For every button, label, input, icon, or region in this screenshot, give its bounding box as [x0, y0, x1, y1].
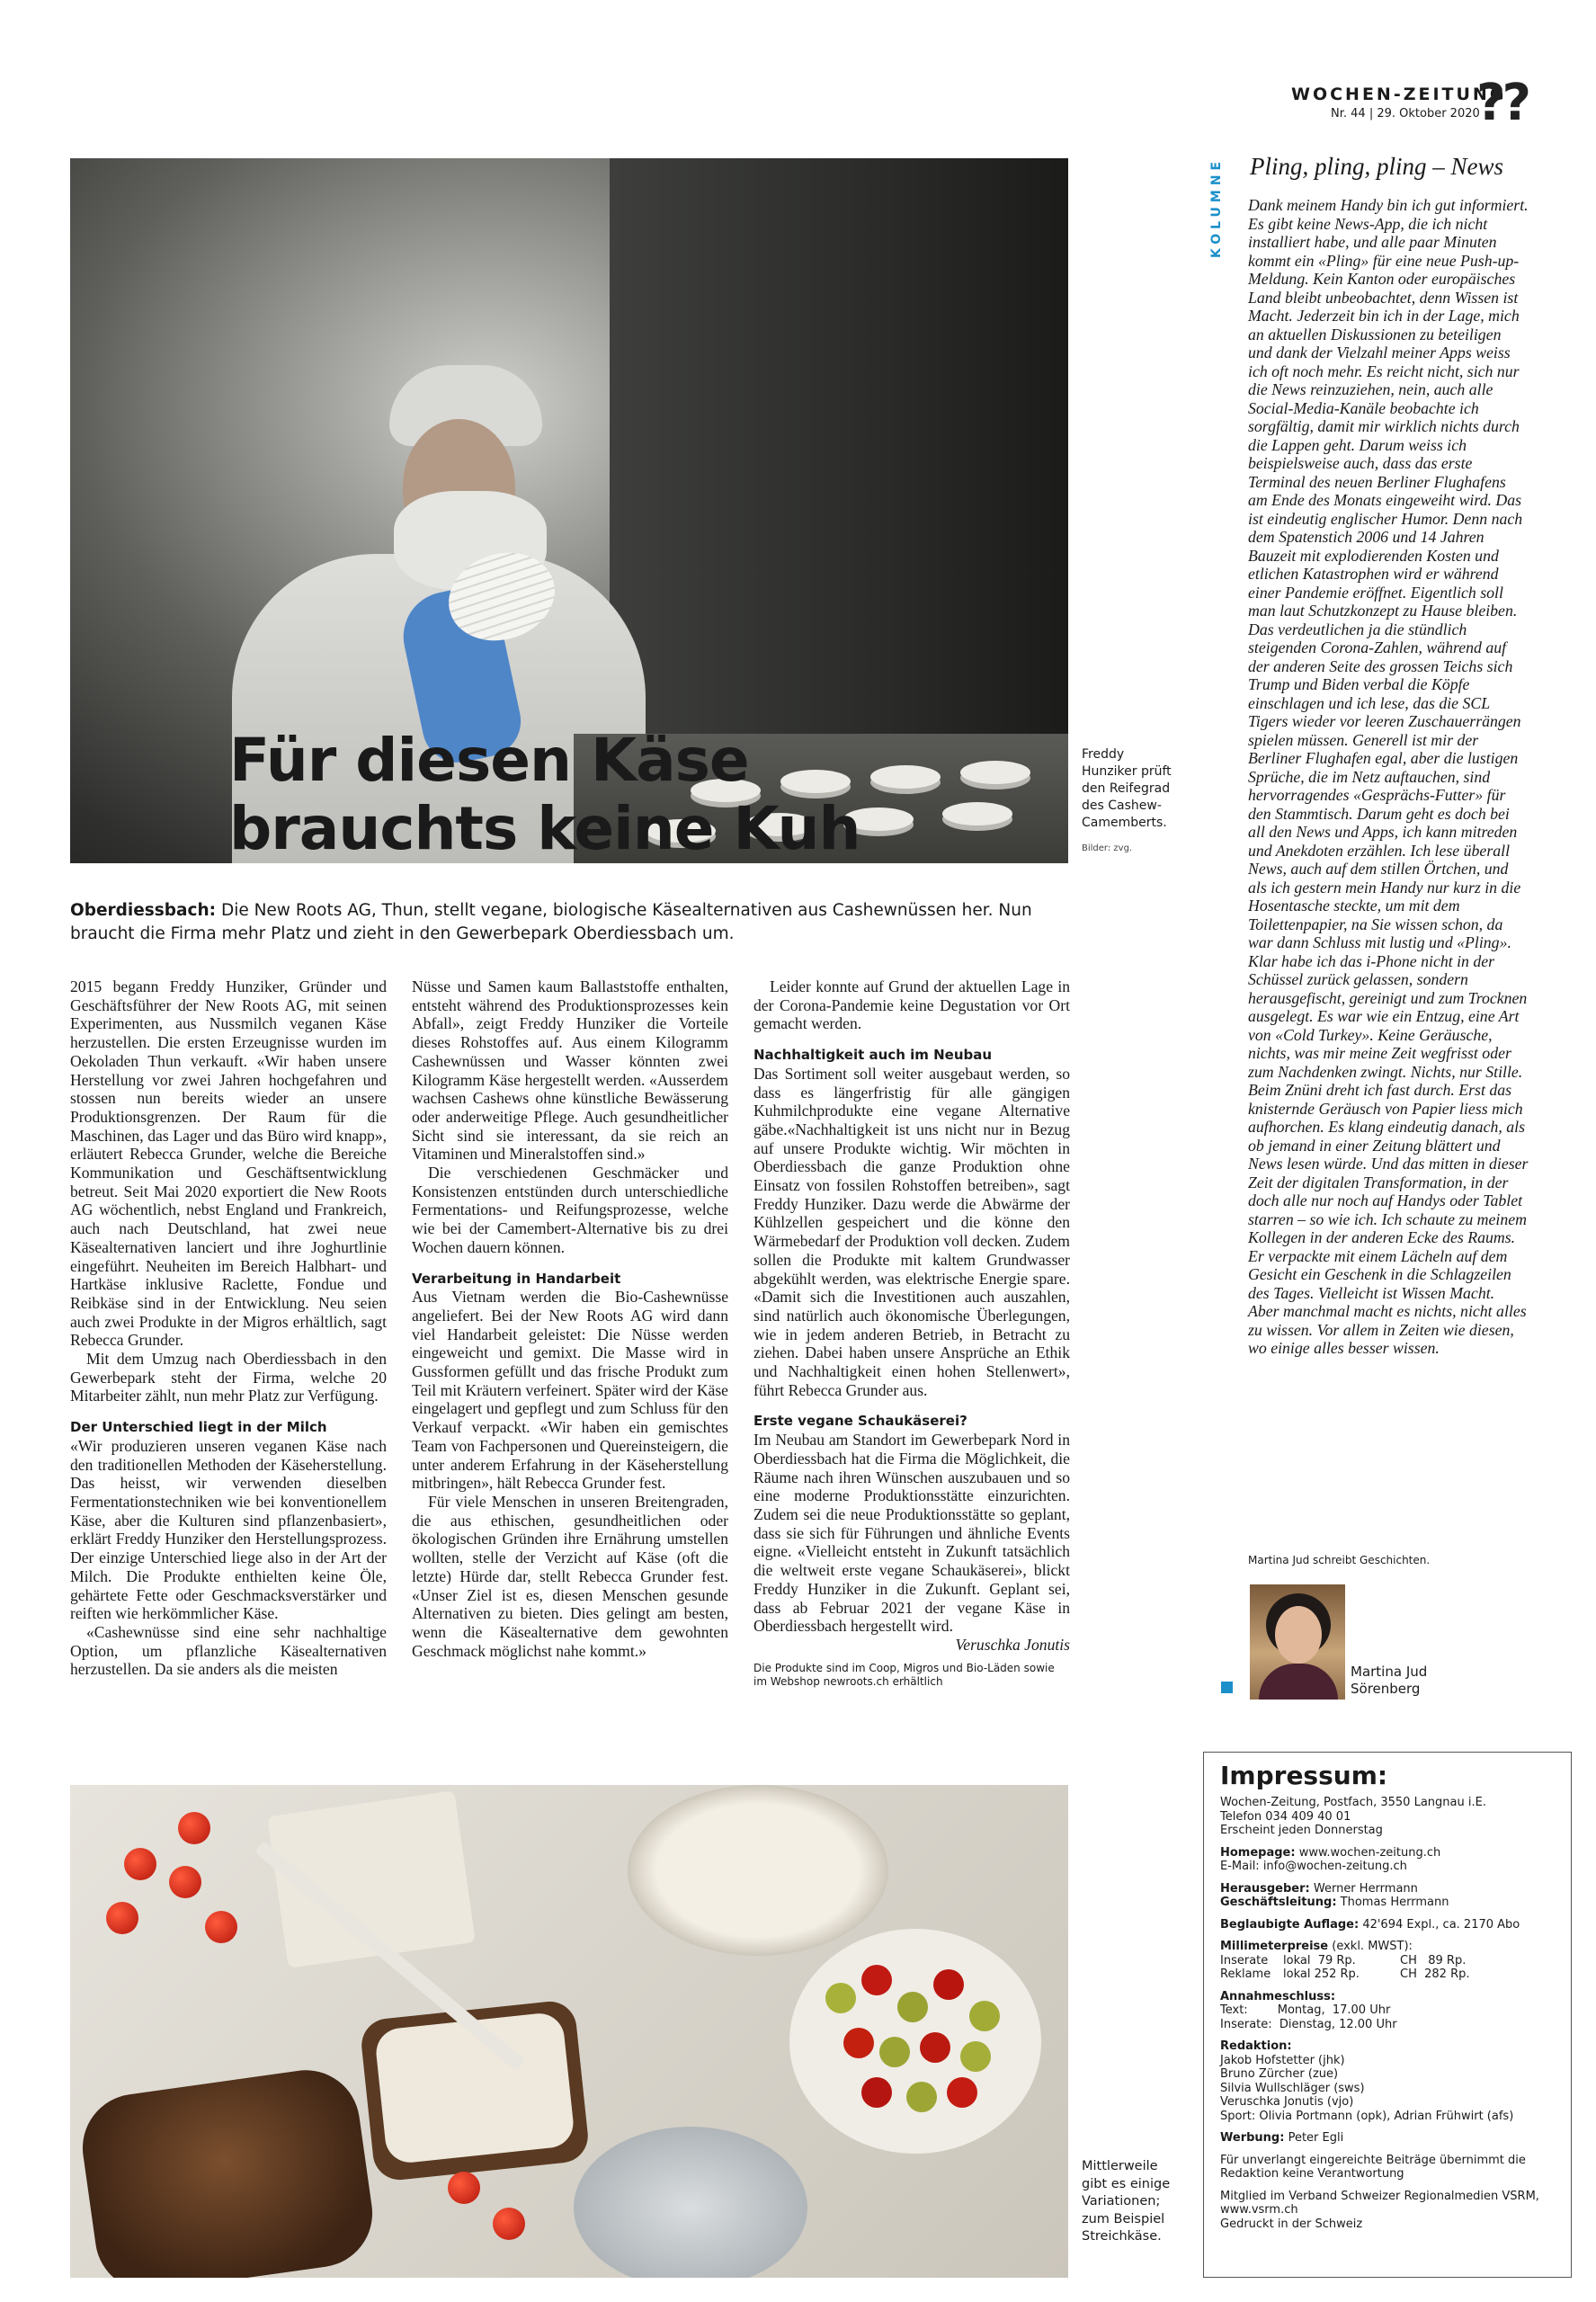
deadline-ads: Inserate: Dienstag, 12.00 Uhr — [1220, 2017, 1397, 2031]
availability-note: Die Produkte sind im Coop, Migros und Bio-Läden sowie im Webshop newroots.ch erhältlich — [753, 1661, 1055, 1688]
price-type: Reklame — [1220, 1967, 1271, 1981]
headline-line: brauchts keine Kuh — [229, 794, 860, 863]
article-lead — [70, 899, 1068, 946]
editor: Bruno Zürcher (zue) — [1220, 2067, 1339, 2081]
circulation-value: 42'694 Expl., ca. 2170 Abo — [1359, 1917, 1520, 1932]
article-column-3 — [753, 977, 1070, 1689]
editorial-label: Redaktion: — [1220, 2039, 1292, 2053]
price-ch: CH 89 Rp. — [1400, 1953, 1467, 1967]
impressum-title: Impressum: — [1220, 1761, 1388, 1790]
food-photo-caption: Mittlerweile gibt es einige Variationen; zum Beispiel Streichkäse. — [1082, 2159, 1171, 2244]
subheading: Erste vegane Schaukäserei? — [753, 1413, 967, 1430]
paragraph: Aus Vietnam werden die Bio-Cashewnüsse angeliefert. Bei der New Roots AG wird dann viel Handarbeit geleistet: Die Nüsse werden eingeweicht und gemixt. Die Masse wird in Gussformen gefüllt und das frische Produkt zum Teil mit Kräutern verfeinert. Später wird der Käse eingelagert und gepflegt und zum Schluss für den Verkauf verpackt. «Wir haben ein gemischtes Team von Fachpersonen und Quereinsteigern, die unter anderem Erfahrung in der Käseherstellung mitbringen», hält Rebecca Grunder fest. — [412, 1288, 728, 1493]
photo-tomato — [493, 2208, 525, 2240]
photo-tomato — [169, 1866, 201, 1898]
photo-tomato — [178, 1812, 210, 1844]
photo-tomato — [947, 2077, 977, 2108]
impressum-editorial — [1220, 2039, 1555, 2123]
lead-text: Die New Roots AG, Thun, stellt vegane, biologische Käsealternativen aus Cashewnüssen her. Nun braucht die Firma mehr Platz und zieht in den Gewerbepark Oberdiessbach um. — [70, 901, 1032, 943]
prices-note: (exkl. MWST): — [1328, 1940, 1413, 1953]
column-text: Dank meinem Handy bin ich gut informiert. Es gibt keine News-App, die ich nicht installiert habe, und alle paar Minuten kommt ein «Pling» für eine neue Push-up-Meldung. Kein Kanton oder europäisches Land bleibt unbeobachtet, denn Wissen ist Macht. Jederzeit bin ich in der Lage, mich an aktuellen Diskussionen zu beteiligen und dank der Vielzahl meiner Apps weiss ich oft noch mehr. Es reicht nicht, sich nur die News reinzuziehen, nein, auch alle Social-Media-Kanäle beobachte ich sorgfältig, damit mir wirklich nichts durch die Lappen geht. Darum weiss ich beispielsweise auch, dass das erste Terminal des neuen Berliner Flughafens am Ende des Monats eingeweiht wird. Das ist eindeutig englischer Humor. Denn nach dem Spatenstich 2006 und 14 Jahren Bauzeit mit explodierenden Kosten und etlichen Katastrophen wird er während einer Pandemie eröffnet. Eigentlich soll man laut Schutzkonzept zu Hause bleiben. Das verdeutlichen ja die stündlich steigenden Corona-Zahlen, während auf der anderen Seite des grossen Teichs sich Trump und Biden verbal die Köpfe einschlagen und ich lese, das die SCL Tigers wieder vor leeren Zuschauerrängen spielen müssen. Generell ist mir der Berliner Flughafen egal, aber die lustigen Sprüche, die im Netz auftauchen, sind hervorragendes «Gesprächs-Futter» für den Stammtisch. Darum geht es doch bei all den News und Apps, ich kann mitreden und Anekdoten erzählen. Ich lese überall News, auch auf dem stillen Örtchen, und als ich gestern mein Handy nur kurz in die Hosentasche steckte, um mit dem Toilettenpapier, na Sie wissen schon, da war dann Schluss mit lustig und «Pling». Klar habe ich das i-Phone nicht in der Schüssel zurück gelassen, sondern herausgefischt, gereinigt und zum Trocknen ausgelegt. Es war wie ein Entzug, eine Art von «Cold Turkey». Keine Geräusche, nichts, was mir meine Zeit wegfrisst oder zum Nachdenken zwingt. Nichts, nur Stille. Beim Znüni dreht ich fast durch. Erst das knisternde Geräusch von Papier liess mich aufhorchen. Es klang eindeutig danach, als ob jemand in einer Zeitung blättert und News lesen würde. Und das mitten in dieser Zeit der digitalen Transformation, in der doch alle nur noch auf Handys oder Tablet starren – so wie ich. Ich schaute zu meinem Kollegen in der anderen Ecke des Raums. Er verpackte mit einem Lächeln auf dem Gesicht ein Geschenk in die Schlagzeilen des Tages. Vielleicht ist Wissen Macht. Aber manchmal macht es nichts, nicht alles zu wissen. Vor allem in Zeiten wie diesen, wo einige alles besser wissen. — [1248, 196, 1529, 1357]
author-portrait — [1250, 1584, 1345, 1700]
impressum-box — [1203, 1752, 1572, 2278]
end-square-icon — [1221, 1682, 1233, 1693]
impressum-printed: Gedruckt in der Schweiz — [1220, 2217, 1363, 2231]
article-headline — [229, 727, 913, 863]
paragraph: «Cashewnüsse sind eine sehr nachhaltige Option, um pflanzliche Käsealternativen herzustellen. Da sie anders als die meisten — [70, 1622, 387, 1679]
impressum-deadline — [1220, 1990, 1555, 2032]
price-row — [1220, 1954, 1555, 1968]
photo-tomato — [205, 1911, 237, 1943]
column-label-text: KOLUMNE — [1209, 156, 1224, 258]
homepage-link[interactable]: www.wochen-zeitung.ch — [1295, 1845, 1441, 1860]
photo-tomato — [843, 2028, 874, 2058]
paragraph: Für viele Menschen in unseren Breitengraden, die aus ethischen, gesundheitlichen oder ökologischen Gründen ihre Ernährung umstellen wollten, stelle der Verzicht auf Käse (oft die letzte) Hürde dar, stellt Rebecca Grunder fest. «Unser Ziel ist es, diesen Menschen gesunde Alternativen zu bieten. Dies gelingt am besten, wenn die Käsealternative dem gewohnten Geschmack möglichst nahe kommt.» — [412, 1492, 728, 1660]
price-type: Inserate — [1220, 1953, 1269, 1967]
photo-spread-bowl — [628, 1785, 888, 1956]
paragraph: Mit dem Umzug nach Oberdiessbach in den Gewerbepark steht der Firma, welche 20 Mitarbeiter zählt, nun mehr Platz zur Verfügung. — [70, 1350, 387, 1405]
article-author: Veruschka Jonutis — [955, 1635, 1070, 1654]
impressum-phone: Telefon 034 409 40 01 — [1220, 1809, 1351, 1824]
publisher-value: Werner Herrmann — [1309, 1881, 1418, 1896]
management-value: Thomas Herrmann — [1336, 1896, 1449, 1909]
circulation-label: Beglaubigte Auflage: — [1220, 1917, 1360, 1932]
photo-tomato — [861, 2077, 892, 2108]
impressum-member: Mitglied im Verband Schweizer Regionalmedien VSRM, www.vsrm.ch — [1220, 2189, 1539, 2217]
impressum-people — [1220, 1882, 1555, 1910]
issue-date: Nr. 44 | 29. Oktober 2020 — [1331, 107, 1480, 120]
paragraph: Die verschiedenen Geschmäcker und Konsistenzen entstünden durch unterschiedliche Fermentations- und Reifungsprozesse, welche wie bei der Camembert-Alternative bis zu drei Wochen dauern können. — [412, 1164, 728, 1256]
column-title: Pling, pling, pling – News — [1250, 153, 1504, 180]
column-label — [1207, 156, 1226, 261]
editor: Silvia Wullschläger (sws) — [1220, 2081, 1365, 2095]
photo-cheese-tin — [574, 2127, 807, 2278]
ads-value: Peter Egli — [1284, 2131, 1344, 2145]
photo-olive — [906, 2082, 937, 2112]
author-place: Sörenberg — [1351, 1681, 1421, 1697]
impressum-contact — [1220, 1796, 1555, 1838]
price-local: lokal 252 Rp. — [1283, 1967, 1360, 1981]
article-column-2 — [412, 977, 728, 1660]
price-ch: CH 282 Rp. — [1400, 1967, 1470, 1981]
lead-place: Oberdiessbach: — [70, 901, 217, 920]
photo-olive-bowl — [789, 1929, 1041, 2154]
email-link[interactable]: E-Mail: info@wochen-zeitung.ch — [1220, 1860, 1407, 1873]
editor: Veruschka Jonutis (vjo) — [1220, 2095, 1354, 2109]
impressum-ads — [1220, 2131, 1555, 2146]
impressum-address: Wochen-Zeitung, Postfach, 3550 Langnau i.E. — [1220, 1796, 1486, 1809]
author-name: Martina Jud — [1351, 1664, 1428, 1680]
subheading: Nachhaltigkeit auch im Neubau — [753, 1047, 993, 1064]
newspaper-name: WOCHEN-ZEITUNG — [1291, 85, 1507, 104]
article-column-1 — [70, 977, 387, 1679]
publisher-label: Herausgeber: — [1220, 1881, 1310, 1896]
photo-olive — [825, 1983, 856, 2013]
portrait-shirt — [1259, 1664, 1338, 1700]
photo-tomato — [861, 1965, 892, 1995]
newspaper-logo: ?? — [1476, 74, 1528, 132]
impressum-web — [1220, 1846, 1555, 1874]
column-writer-note: Martina Jud schreibt Geschichten. — [1248, 1554, 1431, 1566]
homepage-label: Homepage: — [1220, 1845, 1296, 1860]
photo-tomato — [106, 1902, 138, 1934]
management-label: Geschäftsleitung: — [1220, 1896, 1337, 1909]
portrait-face — [1275, 1606, 1322, 1664]
paragraph: 2015 begann Freddy Hunziker, Gründer und Geschäftsführer der New Roots AG, mit seinen Experimenten, aus Nussmilch veganen Käse herzustellen. Die ersten Erzeugnisse wurden im Oekoladen Thun verkauft. «Wir haben unsere Herstellung vor zwei Jahren hochgefahren und stossen nun bereits wieder an unsere Produktionsgrenzen. Der Raum für die Maschinen, das Lager und das Büro wird knapp», erläutert Rebecca Grunder, welche die Bereiche Kommunikation und Geschäftsentwicklung betreut. Seit Mai 2020 exportiert die New Roots AG wöchentlich, nebst England und Frankreich, auch nach Deutschland, hat zwei neue Käsealternativen lanciert und ihre Joghurtlinie eingeführt. Neuheiten im Bereich Halbhart- und Hartkäse inklusive Raclette, Fondue und Reibkäse sind in der Entwicklung. Neu seien auch zwei Produkte in der Migros erhältlich, sagt Rebecca Grunder. — [70, 977, 387, 1350]
price-row — [1220, 1967, 1555, 1982]
price-local: lokal 79 Rp. — [1283, 1953, 1356, 1967]
photo-tomato — [448, 2172, 480, 2204]
photo-olive — [969, 2001, 1000, 2031]
editor: Sport: Olivia Portmann (opk), Adrian Frühwirt (afs) — [1220, 2109, 1514, 2123]
photo-bread-loaf — [76, 2063, 379, 2278]
paragraph: Das Sortiment soll weiter ausgebaut werden, so dass es längerfristig für alle gängigen Kuhmilchprodukte eine vegane Alternative gäbe.«Nachhaltigkeit ist uns nicht nur in Bezug auf unsere Produkte wichtig. Wir möchten in Oberdiessbach die ganze Produktion ohne Einsatz von fossilen Rohstoffen betreiben», sagt Freddy Hunziker. Dazu werde die Abwärme der Kühlzellen gespeichert und die könne den Wärmebedarf der Produktion voll decken. Zudem sollen die Produkte mit kaltem Grundwasser abgekühlt werden, was elektrische Energie spare. «Damit sich die Investitionen auch auszahlen, sind natürlich auch ökonomische Überlegungen, wie in jedem anderen Betrieb, in Betracht zu ziehen. Dabei haben unsere Ansprüche an Ethik und Nachhaltigkeit einen hohen Stellenwert», führt Rebecca Grunder aus. — [753, 1064, 1070, 1399]
masthead — [1241, 74, 1565, 133]
headline-line: Für diesen Käse — [229, 726, 749, 795]
photo-tomato — [920, 2032, 950, 2063]
impressum-disclaimer: Für unverlangt eingereichte Beiträge übernimmt die Redaktion keine Verantwortung — [1220, 2153, 1526, 2181]
food-photo — [70, 1785, 1068, 2278]
impressum-circulation — [1220, 1918, 1555, 1932]
deadline-label: Annahmeschluss: — [1220, 1989, 1336, 2003]
deadline-text: Text: Montag, 17.00 Uhr — [1220, 2003, 1391, 2017]
impressum-frequency: Erscheint jeden Donnerstag — [1220, 1824, 1383, 1837]
editor: Jakob Hofstetter (jhk) — [1220, 2053, 1345, 2067]
subheading: Verarbeitung in Handarbeit — [412, 1270, 621, 1287]
subheading: Der Unterschied liegt in der Milch — [70, 1419, 327, 1436]
photo-cheese — [942, 802, 1012, 825]
paragraph: Leider konnte auf Grund der aktuellen Lage in der Corona-Pandemie keine Degustation vor Ort gemacht werden. — [753, 977, 1070, 1033]
ads-label: Werbung: — [1220, 2131, 1285, 2145]
paragraph: Nüsse und Samen kaum Ballaststoffe enthalten, entsteht während des Produktionsprozesses kein Abfall», zeigt Freddy Hunziker die Vorteile dieses Rohstoffes auf. Aus einem Kilogramm Cashewnüssen und Wasser könnten zwei Kilogramm Käse hergestellt werden. «Ausserdem wachsen Cashews ohne künstliche Bewässerung oder anderweitige Pflege. Auch gesundheitlicher Sicht sind sie interessant, da sie reich an Vitaminen und Mineralstoffen sind.» — [412, 977, 728, 1164]
photo-olive — [960, 2041, 991, 2072]
impressum-prices — [1220, 1940, 1555, 1982]
prices-label: Millimeterpreise — [1220, 1940, 1329, 1953]
photo-tomato — [933, 1969, 964, 2000]
paragraph: «Wir produzieren unseren veganen Käse nach den traditionellen Methoden der Käseherstellung. Das heisst, wir verwenden dieselben Fermentationstechniken wie bei konventionellem Käse, aber die Kulturen sind pflanzenbasiert», erklärt Freddy Hunziker den Herstellungsprozess. Der einzige Unterschied liege also in der Art der Milch. Die Produkte enthielten keine Öle, gehärtete Fette oder Geschmacksverstärker und reiften wie herkömmlicher Käse. — [70, 1436, 387, 1623]
photo-tomato — [124, 1848, 156, 1880]
photo-credit: Bilder: zvg. — [1082, 843, 1133, 853]
photo-olive — [897, 1992, 928, 2022]
photo-caption: Freddy Hunziker prüft den Reifegrad des Cashew-Camemberts. — [1082, 747, 1172, 830]
photo-cheese — [960, 761, 1030, 784]
photo-olive — [879, 2037, 910, 2067]
column-author — [1351, 1664, 1427, 1698]
paragraph: Im Neubau am Standort im Gewerbepark Nord in Oberdiessbach hat die Firma die Möglichkeit, die Räume nach ihren Wünschen auszubauen und so eine moderne Produktionsstätte einzurichten. Zudem sei die neue Produktionsstätte so geplant, dass sie sich für Führungen und ähnliche Events eigne. «Vielleicht entsteht in Zukunft tatsächlich die weltweit erste vegane Schaukäserei», blickt Freddy Hunziker in die Zukunft. Geplant sei, dass ab Februar 2021 der vegane Käse in Oberdiessbach hergestellt wird. — [753, 1431, 1070, 1636]
